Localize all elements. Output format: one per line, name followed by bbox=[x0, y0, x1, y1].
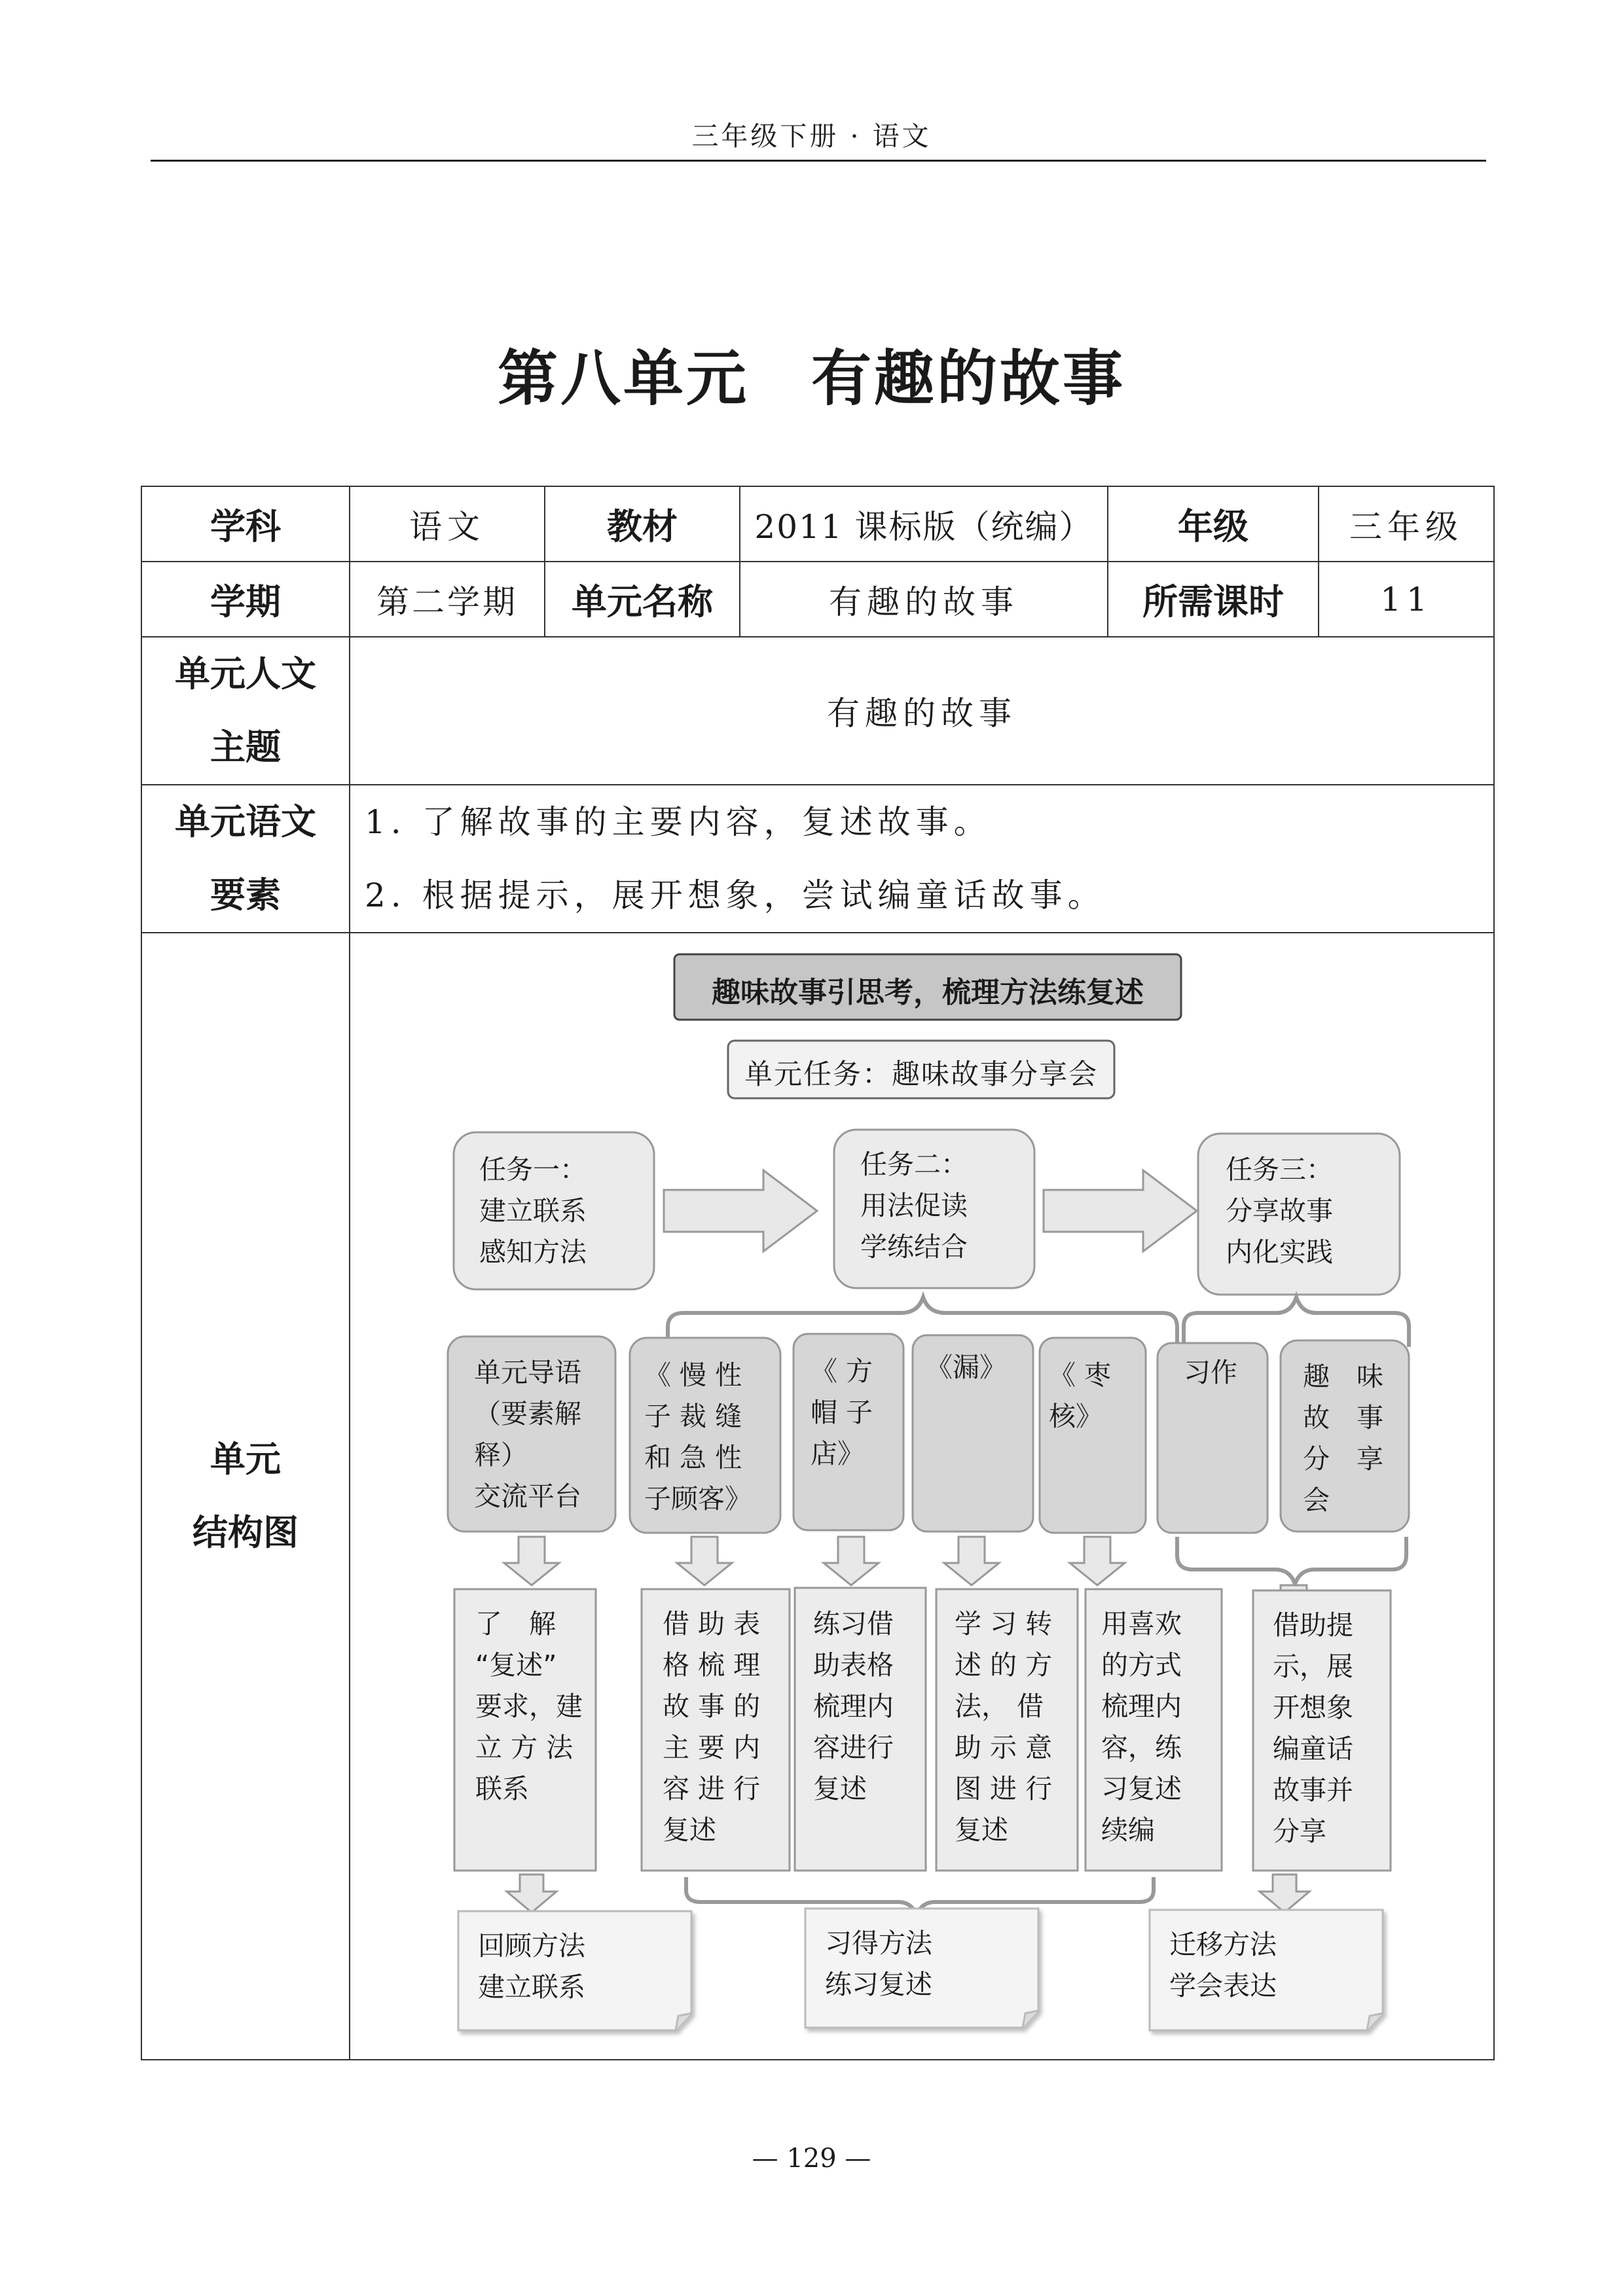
right-arrow-icon bbox=[1044, 1170, 1197, 1251]
lesson-text: 《 方 帽 子 店》 bbox=[811, 1355, 873, 1469]
unit-number: 第八单元 bbox=[497, 343, 749, 414]
unit-name-value: 有趣的故事 bbox=[740, 562, 1108, 637]
goal-text: 用喜欢 的方式 梳理内 容，练 习复述 续编 bbox=[1101, 1608, 1182, 1846]
task-text: 任务三： 分享故事 内化实践 bbox=[1226, 1154, 1333, 1268]
outcome-text: 迁移方法 学会表达 bbox=[1169, 1929, 1277, 2001]
humanistic-theme-label-line-1: 单元人文 bbox=[175, 653, 316, 694]
humanistic-theme-value: 有趣的故事 bbox=[350, 637, 1494, 785]
unit-task: 单元任务：趣味故事分享会 bbox=[744, 1058, 1098, 1091]
lesson-text: 《 慢 性 子 裁 缝 和 急 性 子顾客》 bbox=[644, 1359, 752, 1515]
header-rule bbox=[151, 160, 1486, 162]
textbook-value: 2011 课标版（统编） bbox=[740, 486, 1108, 562]
language-elements-label-line-1: 单元语文 bbox=[175, 801, 316, 842]
down-arrow-icon bbox=[824, 1537, 879, 1585]
goal-text: 了 解 “复述” 要求，建 立 方 法 联系 bbox=[475, 1608, 583, 1804]
outcome-text: 习得方法 练习复述 bbox=[825, 1928, 932, 2000]
down-arrow-icon bbox=[504, 1537, 559, 1585]
semester-label: 学期 bbox=[141, 562, 350, 637]
task-text: 任务一： 建立联系 感知方法 bbox=[479, 1154, 587, 1268]
humanistic-theme-label bbox=[141, 637, 350, 785]
language-elements-label bbox=[141, 785, 350, 933]
diagram-banner: 趣味故事引思考，梳理方法练复述 bbox=[712, 976, 1144, 1009]
grade-label: 年级 bbox=[1108, 486, 1319, 562]
subject-label: 学科 bbox=[141, 486, 350, 562]
language-element-item: 2. 根据提示，展开想象，尝试编童话故事。 bbox=[365, 876, 1106, 914]
down-arrow-icon bbox=[677, 1537, 732, 1585]
outcome-text: 回顾方法 建立联系 bbox=[478, 1930, 585, 2003]
right-arrow-icon bbox=[664, 1170, 817, 1251]
down-arrow-icon bbox=[1070, 1537, 1125, 1585]
down-arrow-icon bbox=[1260, 1874, 1309, 1912]
lesson-text: 《 枣 核》 bbox=[1049, 1359, 1112, 1432]
goal-text: 学 习 转 述 的 方 法， 借 助 示 意 图 进 行 复述 bbox=[955, 1608, 1053, 1846]
lesson-text: 习作 bbox=[1184, 1357, 1237, 1388]
humanistic-theme-label-line-2: 主题 bbox=[210, 726, 281, 768]
unit-theme: 有趣的故事 bbox=[811, 343, 1126, 414]
structure-label-line-2: 结构图 bbox=[192, 1512, 299, 1553]
goal-text: 借助提 示，展 开想象 编童话 故事并 分享 bbox=[1273, 1609, 1353, 1847]
page-number: — 129 — bbox=[752, 2144, 871, 2174]
page-title bbox=[0, 331, 1623, 417]
semester-value: 第二学期 bbox=[350, 562, 545, 637]
lesson-text: 单元导语 （要素解 释） 交流平台 bbox=[474, 1357, 581, 1512]
goal-text: 借 助 表 格 梳 理 故 事 的 主 要 内 容 进 行 复述 bbox=[663, 1608, 761, 1846]
unit-structure-diagram bbox=[351, 931, 1490, 2060]
grade-value: 三年级 bbox=[1319, 486, 1494, 562]
structure-label-line-1: 单元 bbox=[210, 1439, 281, 1480]
lesson-text: 《漏》 bbox=[926, 1352, 1006, 1383]
goal-text: 练习借 助表格 梳理内 容进行 复述 bbox=[813, 1608, 894, 1804]
brace-icon bbox=[1177, 1537, 1406, 1584]
lesson-text: 趣 味 故 事 分 享 会 bbox=[1303, 1361, 1383, 1516]
down-arrow-icon bbox=[507, 1874, 556, 1912]
structure-diagram-label bbox=[141, 933, 350, 2060]
unit-name-label: 单元名称 bbox=[545, 562, 740, 637]
task-text: 任务二： 用法促读 学练结合 bbox=[860, 1149, 968, 1263]
hours-value: 11 bbox=[1319, 562, 1494, 637]
language-elements-list bbox=[350, 785, 1494, 933]
subject-value: 语文 bbox=[350, 486, 545, 562]
textbook-label: 教材 bbox=[545, 486, 740, 562]
language-elements-label-line-2: 要素 bbox=[210, 874, 281, 916]
language-element-item: 1. 了解故事的主要内容，复述故事。 bbox=[365, 803, 992, 841]
hours-label: 所需课时 bbox=[1108, 562, 1319, 637]
down-arrow-icon bbox=[944, 1537, 999, 1585]
running-head: 三年级下册 · 语文 bbox=[691, 120, 932, 152]
